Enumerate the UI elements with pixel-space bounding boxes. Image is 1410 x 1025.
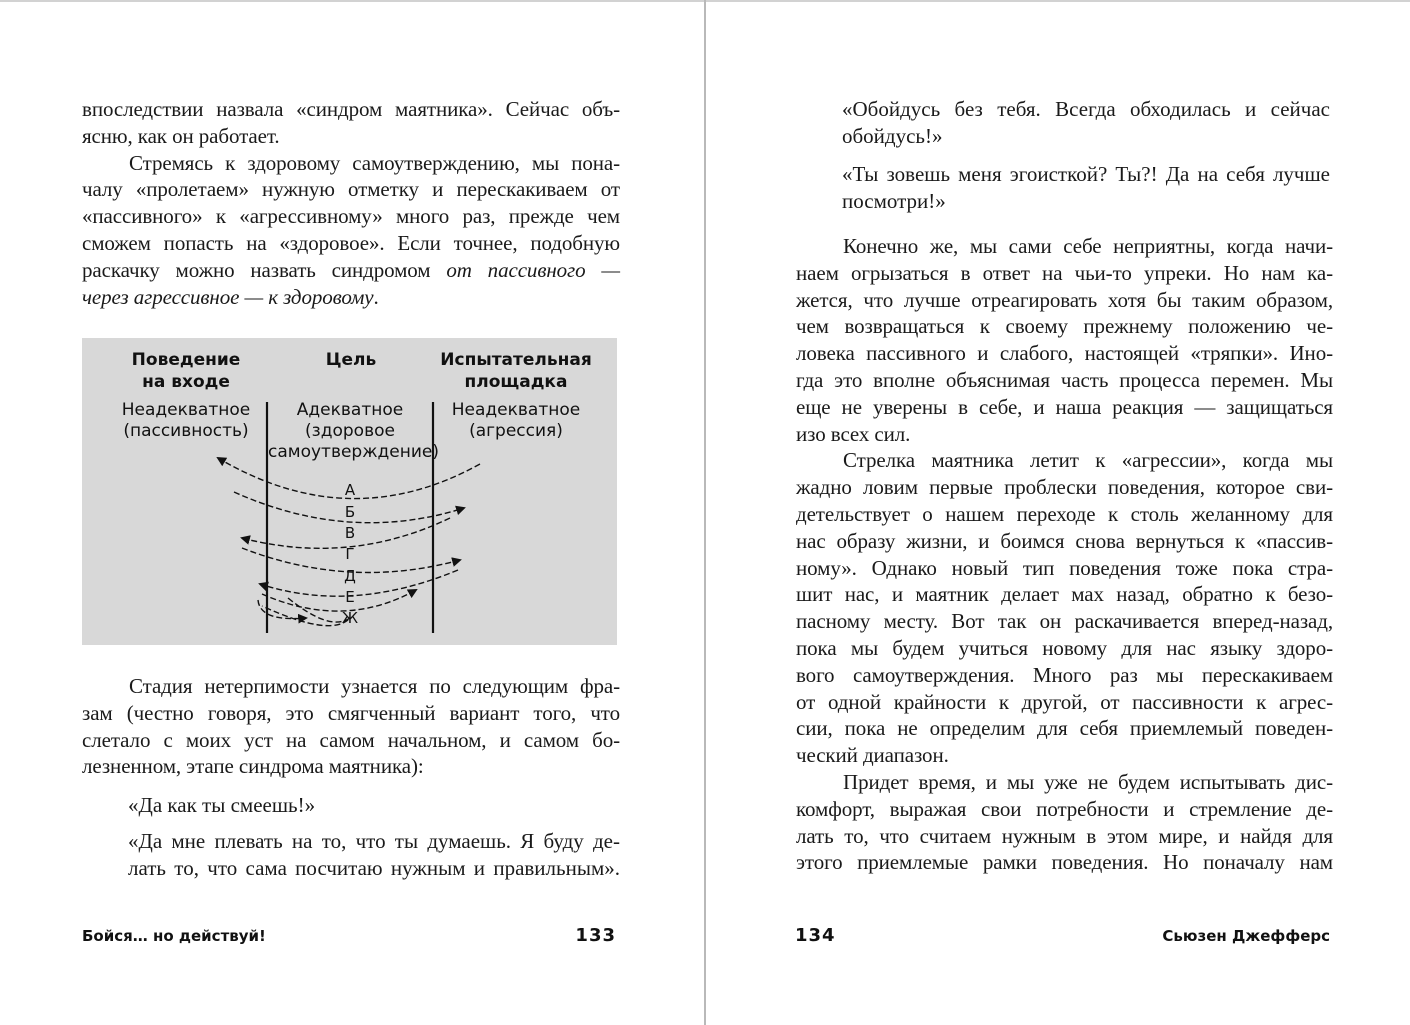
swing-letter: Д — [344, 567, 356, 585]
swing-letter: Б — [344, 503, 356, 521]
swing-letter: В — [344, 524, 356, 542]
quote-line: «Обойдусь без тебя. Всегда обходилась и сейчас — [842, 97, 1330, 121]
text-line — [82, 284, 620, 311]
text-line: ловека пассивного и слабого, настоящей «тряпки». Ино- — [796, 341, 1333, 366]
sub-line: (пассивность) — [123, 421, 249, 441]
quote-line: лать то, что сама посчитаю нужным и правильным». — [128, 855, 620, 880]
quote-line: «Ты зовешь меня эгоисткой? Ты?! Да на себя лучше — [842, 162, 1330, 186]
text-line: зам (честно говоря, это смягченный вариант того, что — [82, 700, 620, 725]
swing-letter: Е — [345, 588, 355, 606]
text-span: . — [373, 284, 379, 309]
running-title: Бойся… но действуй! — [82, 927, 266, 945]
sub-line: (агрессия) — [469, 421, 563, 441]
text-line: сможем попасть на «здоровое». Если точнее, подобную — [82, 230, 620, 255]
italic-phrase: от пассивного — — [446, 257, 620, 282]
arc-h — [258, 600, 306, 619]
text-line: лезненном, этапе синдрома маятника): — [82, 754, 424, 779]
text-line: от одной крайности к другой, от пассивности к агрес- — [796, 689, 1333, 714]
text-line: Придет время, и мы уже не будем испытывать дис- — [843, 769, 1333, 794]
pendulum-diagram — [82, 338, 617, 645]
text-line: слетало с моих уст на самом начальном, и самом бо- — [82, 727, 620, 752]
swing-letter: Г — [345, 545, 355, 563]
column-title-input — [110, 349, 262, 393]
text-span: раскачку можно назвать синдромом — [82, 257, 447, 282]
sub-line: (здоровое — [305, 421, 395, 441]
quote-line: «Да как ты смеешь!» — [128, 793, 316, 817]
sub-line: самоутверждение) — [268, 442, 440, 462]
swing-letter: А — [344, 481, 356, 499]
quote-line: «Да мне плевать на то, что ты думаешь. Я буду де- — [128, 829, 620, 853]
italic-phrase: через агрессивное — к здоровому — [82, 284, 374, 309]
title-line: площадка — [464, 372, 568, 392]
left-body-top — [82, 96, 620, 310]
text-line: комфорт, выражая свои потребности и стремление де- — [796, 796, 1333, 821]
title-line: Цель — [325, 350, 377, 370]
text-line: нас образу жизни, и боимся снова вернуться к «пассив- — [796, 528, 1333, 553]
text-line: пасному месту. Вот так он раскачивается вперед-назад, — [796, 609, 1333, 634]
text-line: жадно ловим первые проблески поведения, которое сви- — [796, 475, 1333, 500]
right-page — [707, 0, 1410, 1025]
text-line: жется, что лучше отреагировать хотя бы таким образом, — [796, 287, 1333, 312]
text-line: чем возвращаться к своему прежнему положению че- — [796, 314, 1333, 339]
arc-f — [262, 590, 416, 611]
column-title-goal — [275, 349, 427, 371]
left-body-bottom — [82, 673, 620, 780]
text-line: «пассивного» к «агрессивному» много раз, прежде чем — [82, 204, 620, 229]
column-sub-test — [437, 400, 595, 442]
quote-line: обойдусь!» — [842, 123, 943, 148]
right-quote-1 — [842, 96, 1330, 150]
text-line: сии, пока не определим для себя приемлемый поведен- — [796, 716, 1333, 741]
swing-letter: Ж — [341, 609, 359, 627]
arc-g — [262, 598, 350, 626]
right-body — [796, 233, 1333, 876]
text-line: лать то, что считаем нужным в этом мире, и найдя для — [796, 823, 1333, 848]
title-line: на входе — [142, 372, 230, 392]
text-line: впоследствии назвала «синдром маятника». Сейчас объ- — [82, 97, 620, 121]
text-line: шит нас, и маятник делает мах назад, обратно к безо- — [796, 582, 1333, 607]
text-line — [82, 257, 620, 284]
sub-line: Неадекватное — [121, 400, 251, 420]
running-author: Сьюзен Джефферс — [1162, 927, 1330, 945]
right-quote-2 — [842, 161, 1330, 215]
text-line: наем огрызаться в ответ на чьи-то упреки. Но нам ка- — [796, 260, 1333, 285]
text-line: ческий диапазон. — [796, 743, 949, 768]
text-line: изо всех сил. — [796, 421, 911, 446]
quote-line: посмотри!» — [842, 188, 946, 213]
title-line: Испытательная — [440, 350, 592, 370]
column-sub-input — [110, 400, 262, 442]
column-sub-goal — [268, 400, 440, 463]
page-number-right: 134 — [795, 925, 836, 946]
text-line: Стремясь к здоровому самоутверждению, мы пона- — [129, 150, 620, 175]
text-line: Стрелка маятника летит к «агрессии», когда мы — [843, 448, 1333, 473]
page-number-left: 133 — [575, 925, 616, 946]
text-line: гда это вполне объяснимая часть процесса перемен. Мы — [796, 367, 1333, 392]
sub-line: Неадекватное — [451, 400, 581, 420]
column-title-test — [437, 349, 595, 393]
title-line: Поведение — [131, 350, 241, 370]
text-line: этого приемлемые рамки поведения. Но поначалу нам — [796, 850, 1333, 875]
text-line: пока мы будем учиться новому для нас языку здоро- — [796, 635, 1333, 660]
text-line: вого самоутверждения. Много раз мы перескакиваем — [796, 662, 1333, 687]
text-line: ному». Однако новый тип поведения тоже пока стра- — [796, 555, 1333, 580]
left-quote-2 — [128, 828, 620, 882]
left-quote-1 — [128, 792, 620, 819]
text-line: чалу «пролетаем» нужную отметку и перескакиваем от — [82, 177, 620, 202]
text-line: детельствует о нашем переходе к столь желанному для — [796, 501, 1333, 526]
sub-line: Адекватное — [296, 400, 404, 420]
text-line: Конечно же, мы сами себе неприятны, когда начи- — [843, 234, 1333, 258]
text-line: ясню, как он работает. — [82, 123, 280, 148]
text-line: Стадия нетерпимости узнается по следующим фра- — [129, 674, 620, 698]
text-line: еще не уверены в себе, и наша реакция — защищаться — [796, 394, 1333, 419]
